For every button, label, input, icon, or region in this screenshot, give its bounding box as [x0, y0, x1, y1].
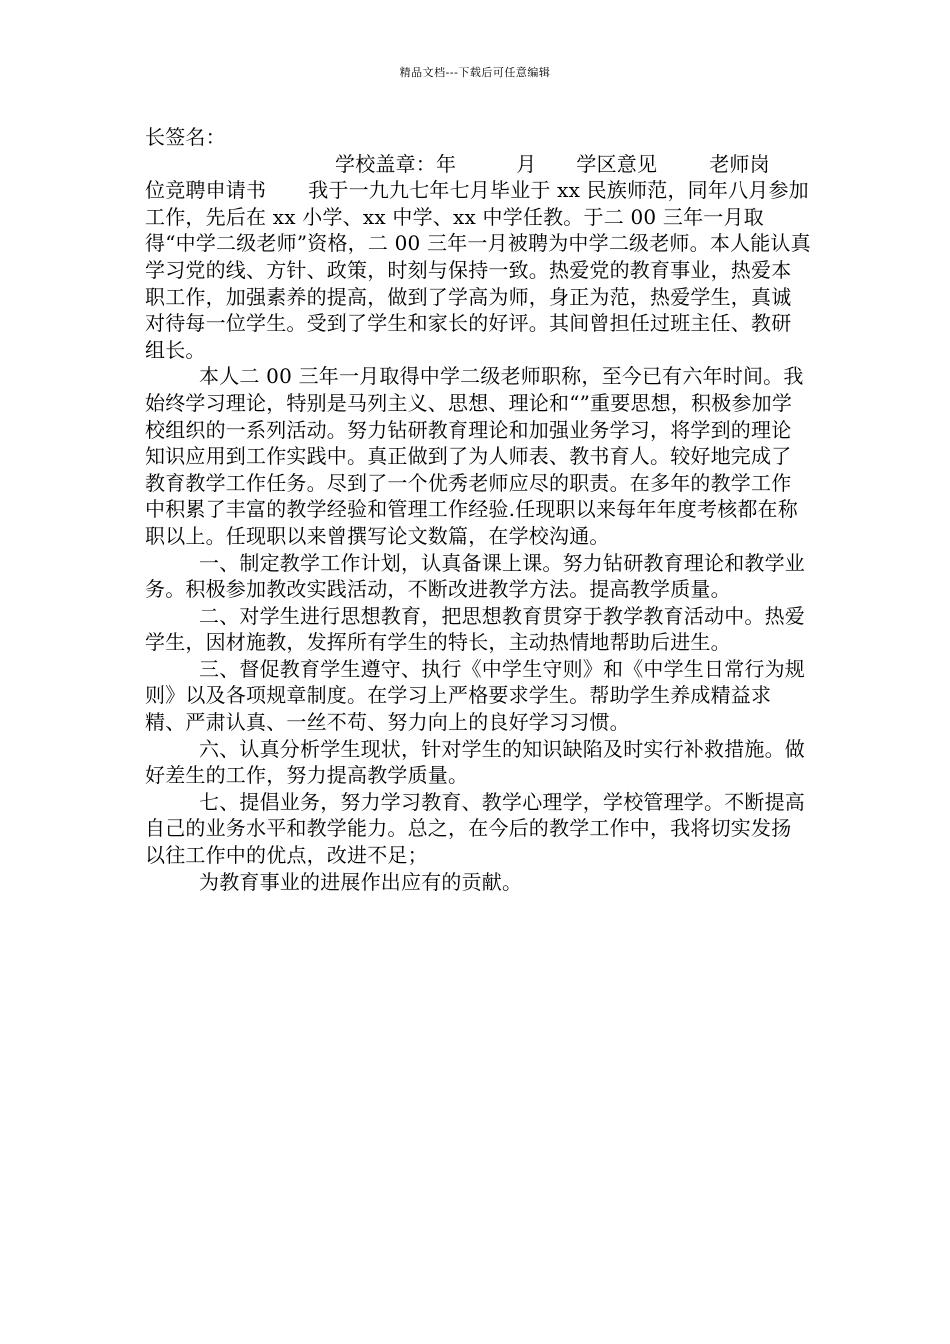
paragraph-1: 本人二 00 三年一月取得中学二级老师职称，至今已有六年时间。我始终学习理论，特别是马列主义、思想、理论和“”重要思想，积极参加学校组织的一系列活动。努力钻研教育理论和加强业务学习，将学到的理论知识应用到工作实践中。真正做到了为人师表、教书育人。较好地完成了教育教学工作任务。尽到了一个优秀老师应尽的职责。在多年的教学工作中积累了丰富的教学经验和管理工作经验.任现职以来每年年度考核都在称职以上。任现职以来曾撰写论文数篇，在学校沟通。 — [145, 364, 804, 548]
page-header: 精品文档---下载后可任意编辑 — [399, 66, 551, 79]
document-title-end: 位竞聘申请书 — [145, 178, 267, 203]
paragraph-7: 为教育事业的进展作出应有的贡献。 — [199, 869, 523, 894]
month-label: 月 — [516, 151, 537, 176]
paragraph-4: 三、督促教育学生遵守、执行《中学生守则》和《中学生日常行为规则》以及各项规章制度。在学习上严格要求学生。帮助学生养成精益求精、严肃认真、一丝不苟、努力向上的良好学习习惯。 — [145, 656, 805, 735]
document-body — [145, 124, 811, 895]
intro-paragraph — [145, 177, 811, 363]
school-stamp-label: 学校盖章：年 — [335, 151, 457, 176]
paragraph-2: 一、制定教学工作计划，认真备课上课。努力钻研教育理论和教学业务。积极参加教改实践活动，不断改进教学方法。提高教学质量。 — [145, 550, 805, 602]
district-opinion-label: 学区意见 — [576, 151, 658, 176]
paragraph-6: 七、提倡业务，努力学习教育、教学心理学，学校管理学。不断提高自己的业务水平和教学能力。总之，在今后的教学工作中，我将切实发扬以往工作中的优点，改进不足； — [145, 789, 805, 868]
paragraph-5: 六、认真分析学生现状，针对学生的知识缺陷及时实行补救措施。做好差生的工作，努力提高教学质量。 — [145, 736, 805, 788]
document-title-start: 老师岗 — [709, 151, 770, 176]
intro-text: 我于一九九七年七月毕业于 xx 民族师范，同年八月参加工作，先后在 xx 小学、xx 中学、xx 中学任教。于二 00 三年一月取得“中学二级老师”资格，二 00 三年一月被聘为中学二级老师。本人能认真学习党的线、方针、政策，时刻与保持一致。热爱党的教育事业，热爱本职工作，加强素养的提高，做到了学高为师，身正为范，热爱学生，真诚对待每一位学生。受到了学生和家长的好评。其间曾担任过班主任、教研组长。 — [145, 178, 811, 362]
paragraph-3: 二、对学生进行思想教育，把思想教育贯穿于教学教育活动中。热爱学生，因材施教，发挥所有学生的特长，主动热情地帮助后进生。 — [145, 603, 805, 655]
stamp-line — [145, 151, 811, 178]
signature-line: 长签名： — [145, 125, 226, 149]
